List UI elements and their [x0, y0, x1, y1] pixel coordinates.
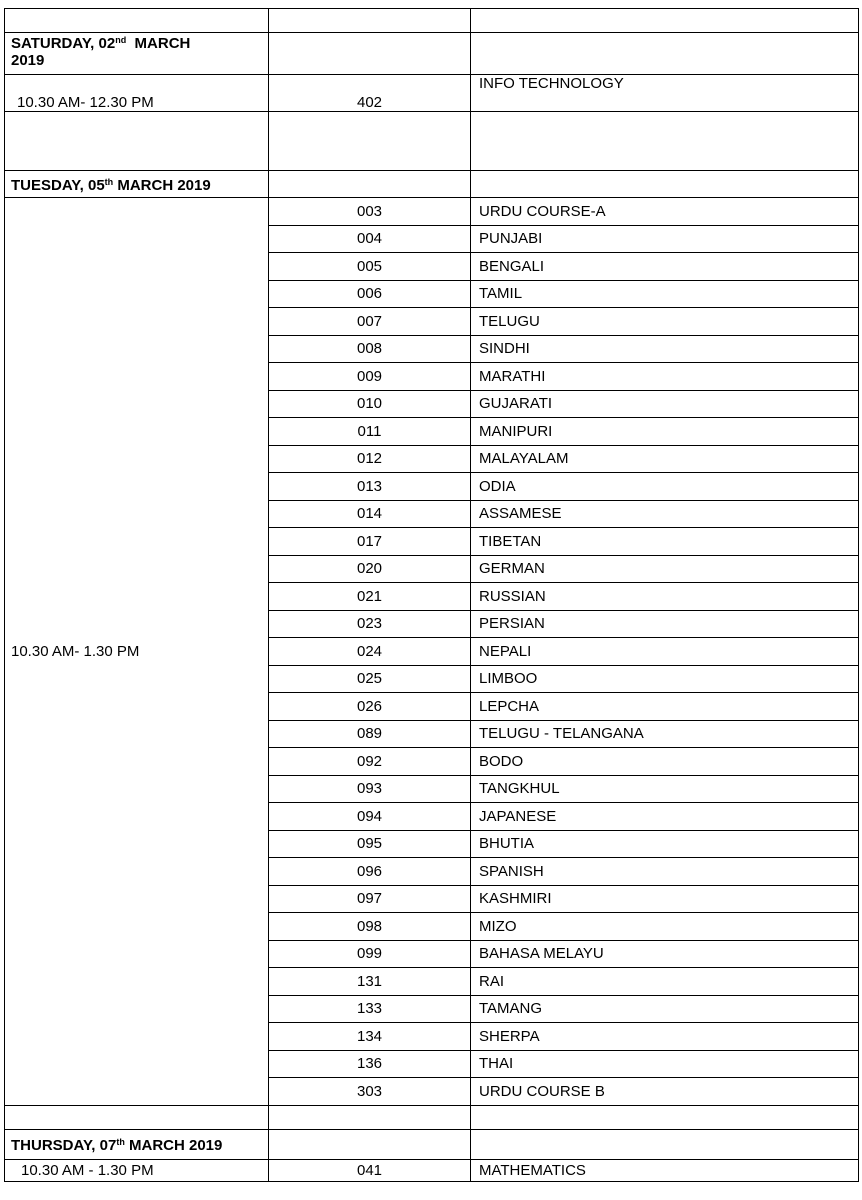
subject-name: BENGALI: [471, 253, 859, 281]
subject-name: TAMANG: [471, 995, 859, 1023]
spacer-row: [5, 112, 859, 171]
date-saturday: [5, 33, 269, 75]
subject-code: 303: [269, 1078, 471, 1106]
subject-code: 025: [269, 665, 471, 693]
date-day-text: SATURDAY, 02: [11, 35, 116, 52]
subject-name: NEPALI: [471, 638, 859, 666]
blank-cell: [471, 112, 859, 171]
date-row-saturday: [5, 33, 859, 75]
date-row-tuesday: [5, 171, 859, 198]
subject-code: 017: [269, 528, 471, 556]
subject-code: 024: [269, 638, 471, 666]
subject-name: TIBETAN: [471, 528, 859, 556]
subject-code: 007: [269, 308, 471, 336]
subject-name: GERMAN: [471, 555, 859, 583]
subject-code: 014: [269, 500, 471, 528]
blank-cell: [5, 1105, 269, 1129]
header-blank-row: [5, 9, 859, 33]
blank-cell: [269, 33, 471, 75]
subject-code: 003: [269, 198, 471, 226]
subject-code: 009: [269, 363, 471, 391]
date-month-year-text: MARCH 2019: [113, 176, 211, 194]
blank-cell: [269, 1105, 471, 1129]
blank-cell: [269, 9, 471, 33]
subject-name: THAI: [471, 1050, 859, 1078]
subject-name: KASHMIRI: [471, 885, 859, 913]
subject-code: 136: [269, 1050, 471, 1078]
blank-cell: [471, 1129, 859, 1159]
subject-code: 026: [269, 693, 471, 721]
blank-cell: [269, 1129, 471, 1159]
paper-row: [5, 75, 859, 112]
subject-name: TELUGU: [471, 308, 859, 336]
subject-name: MIZO: [471, 913, 859, 941]
time-slot: 10.30 AM- 12.30 PM: [5, 75, 269, 112]
blank-cell: [5, 112, 269, 171]
blank-cell: [269, 112, 471, 171]
subject-name: PUNJABI: [471, 225, 859, 253]
date-month-text: MARCH: [134, 35, 191, 52]
subject-code: 096: [269, 858, 471, 886]
blank-cell: [5, 9, 269, 33]
subject-name: SPANISH: [471, 858, 859, 886]
subject-name: URDU COURSE B: [471, 1078, 859, 1106]
subject-code: 020: [269, 555, 471, 583]
spacer-row: [5, 1105, 859, 1129]
subject-name: RAI: [471, 968, 859, 996]
subject-name: LEPCHA: [471, 693, 859, 721]
date-ordinal: th: [104, 176, 114, 187]
exam-schedule-table: [4, 8, 859, 1182]
subject-code: 041: [269, 1159, 471, 1181]
subject-code: 023: [269, 610, 471, 638]
subject-name: RUSSIAN: [471, 583, 859, 611]
subject-code: 094: [269, 803, 471, 831]
subject-code: 011: [269, 418, 471, 446]
subject-code: 005: [269, 253, 471, 281]
subject-code: 098: [269, 913, 471, 941]
subject-name: TANGKHUL: [471, 775, 859, 803]
subject-name: BODO: [471, 748, 859, 776]
subject-code: 097: [269, 885, 471, 913]
date-thursday: [5, 1129, 269, 1159]
blank-cell: [471, 1105, 859, 1129]
subject-name: PERSIAN: [471, 610, 859, 638]
subject-name: ODIA: [471, 473, 859, 501]
subject-name: MALAYALAM: [471, 445, 859, 473]
paper-row: [5, 1159, 859, 1181]
subject-code: 013: [269, 473, 471, 501]
date-year-text: 2019: [11, 52, 45, 69]
date-ordinal: nd: [115, 35, 127, 45]
subject-name: GUJARATI: [471, 390, 859, 418]
subject-code: 004: [269, 225, 471, 253]
subject-code: 006: [269, 280, 471, 308]
schedule-body: [5, 9, 859, 1182]
subject-code: 133: [269, 995, 471, 1023]
date-day-text: THURSDAY, 07: [11, 1136, 117, 1154]
blank-cell: [471, 171, 859, 198]
date-ordinal: th: [116, 1136, 125, 1147]
subject-name: LIMBOO: [471, 665, 859, 693]
subject-name: MATHEMATICS: [471, 1159, 859, 1181]
time-slot: 10.30 AM- 1.30 PM: [5, 198, 269, 1106]
subject-name: URDU COURSE-A: [471, 198, 859, 226]
subject-name: SINDHI: [471, 335, 859, 363]
subject-code: 089: [269, 720, 471, 748]
subject-code: 402: [269, 75, 471, 112]
date-row-thursday: [5, 1129, 859, 1159]
subject-name: BAHASA MELAYU: [471, 940, 859, 968]
date-day-text: TUESDAY, 05: [11, 176, 105, 194]
blank-cell: [269, 171, 471, 198]
subject-name: JAPANESE: [471, 803, 859, 831]
subject-name: TELUGU - TELANGANA: [471, 720, 859, 748]
subject-code: 131: [269, 968, 471, 996]
paper-row: [5, 198, 859, 226]
blank-cell: [471, 9, 859, 33]
subject-name: MANIPURI: [471, 418, 859, 446]
subject-code: 008: [269, 335, 471, 363]
subject-name: MARATHI: [471, 363, 859, 391]
subject-code: 012: [269, 445, 471, 473]
subject-code: 021: [269, 583, 471, 611]
subject-code: 092: [269, 748, 471, 776]
subject-code: 093: [269, 775, 471, 803]
blank-cell: [471, 33, 859, 75]
subject-code: 010: [269, 390, 471, 418]
subject-code: 134: [269, 1023, 471, 1051]
time-slot: 10.30 AM - 1.30 PM: [5, 1159, 269, 1181]
subject-name: BHUTIA: [471, 830, 859, 858]
subject-name: SHERPA: [471, 1023, 859, 1051]
subject-name: ASSAMESE: [471, 500, 859, 528]
subject-code: 095: [269, 830, 471, 858]
date-month-year-text: MARCH 2019: [124, 1136, 223, 1154]
subject-name: INFO TECHNOLOGY: [471, 75, 859, 112]
subject-name: TAMIL: [471, 280, 859, 308]
date-tuesday: [5, 171, 269, 198]
subject-code: 099: [269, 940, 471, 968]
